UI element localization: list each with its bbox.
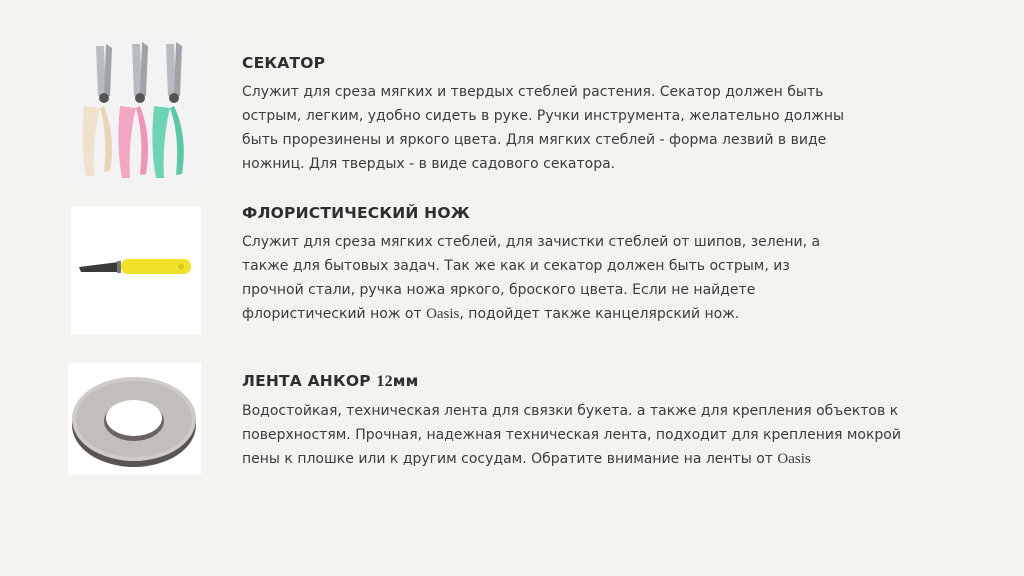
knife-title: ФЛОРИСТИЧЕСКИЙ НОЖ (242, 204, 470, 222)
pruner-text-block (242, 54, 942, 176)
brand-name: Oasis (426, 306, 460, 322)
desc-line: также для бытовых задач. Так же как и секатор должен быть острым, из (242, 258, 790, 274)
desc-line: острым, легким, удобно сидеть в руке. Ручки инструмента, желательно должны (242, 108, 845, 124)
tape-title-text: ЛЕНТА АНКОР (242, 372, 377, 390)
brand-name: Oasis (777, 451, 811, 467)
knife-image (71, 206, 201, 334)
tape-image (68, 363, 201, 475)
tape-description (242, 399, 942, 471)
desc-line: быть прорезинены и яркого цвета. Для мягких стеблей - форма лезвий в виде (242, 132, 827, 148)
pruner-shears-icon (70, 36, 202, 190)
tape-title-unit: мм (392, 372, 419, 390)
tape-roll-icon (68, 363, 201, 475)
desc-line-pre: пены к плошке или к другим сосудам. Обратите внимание на ленты от (242, 451, 778, 467)
tape-title (242, 372, 942, 391)
tape-title-size: 12 (376, 373, 393, 390)
pruner-description (242, 80, 942, 176)
desc-line: ножниц. Для твердых - в виде садового секатора. (242, 156, 616, 172)
desc-line: прочной стали, ручка ножа яркого, броского цвета. Если не найдете (242, 282, 756, 298)
tape-text-block (242, 372, 942, 471)
desc-line: Служит для среза мягких стеблей, для зачистки стеблей от шипов, зелени, а (242, 234, 821, 250)
knife-description (242, 230, 942, 326)
florist-knife-icon (71, 206, 201, 334)
pruner-title: СЕКАТОР (242, 54, 326, 72)
pruner-image (70, 36, 202, 190)
desc-line: Служит для среза мягких и твердых стеблей растения. Секатор должен быть (242, 84, 824, 100)
desc-line: Водостойкая, техническая лента для связки букета. а также для крепления объектов к (242, 403, 899, 419)
desc-line: поверхностям. Прочная, надежная техническая лента, подходит для крепления мокрой (242, 427, 901, 443)
knife-text-block (242, 204, 942, 326)
desc-line-pre: флористический нож от (242, 306, 427, 322)
desc-line-post: , подойдет также канцелярский нож. (459, 306, 740, 322)
